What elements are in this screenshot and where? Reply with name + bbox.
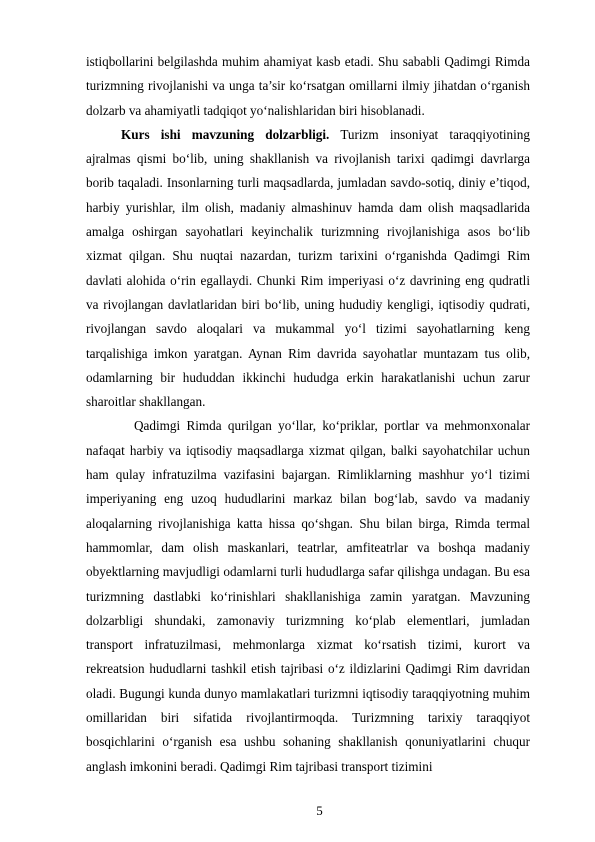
paragraph-infrastructure (86, 414, 530, 778)
paragraph-intro (86, 50, 530, 123)
paragraph-intro-text: istiqbollarini belgilashda muhim ahamiyat kasb etadi. Shu sababli Qadimgi Rimda turizmning rivojlanishi va unga ta’sir ko‘rsatgan omillarni ilmiy jihatdan o‘rganish dolzarb va ahamiyatli tadqiqot yo‘nalishlaridan biri hisoblanadi. (86, 54, 530, 118)
paragraph-infrastructure-text: Qadimgi Rimda qurilgan yo‘llar, ko‘priklar, portlar va mehmonxonalar nafaqat harbiy va iqtisodiy maqsadlarga xizmat qilgan, balki sayohatchilar uchun ham qulay infratuzilma vazifasini bajargan. Rimliklarning mashhur yo‘l tizimi imperiyaning eng uzoq hududlarini markaz bilan bog‘lab, savdo va madaniy aloqalarning rivojlanishiga katta hissa qo‘shgan. Shu bilan birga, Rimda termal hammomlar, dam olish maskanlari, teatrlar, amfiteatrlar va boshqa madaniy obyektlarning mavjudligi odamlarni turli hududlarga safar qilishga undagan. Bu esa turizmning dastlabki ko‘rinishlari shakllanishiga zamin yaratgan. Mavzuning dolzarbligi shundaki, zamonaviy turizmning ko‘plab elementlari, jumladan transport infratuzilmasi, mehmonlarga xizmat ko‘rsatish tizimi, kurort va rekreatsion hududlarni tashkil etish tajribasi o‘z ildizlarini Qadimgi Rim davridan oladi. Bugungi kunda dunyo mamlakatlari turizmni iqtisodiy taraqqiyotning muhim omillaridan biri sifatida rivojlantirmoqda. Turizmning tarixiy taraqqiyot bosqichlarini o‘rganish esa ushbu sohaning shakllanish qonuniyatlarini chuqur anglash imkonini beradi. Qadimgi Rim tajribasi transport tizimini (86, 418, 530, 774)
section-heading: Kurs ishi mavzuning dolzarbligi. (121, 126, 330, 142)
page-number (0, 803, 595, 819)
document-page (86, 50, 530, 779)
paragraph-relevance (86, 123, 530, 415)
page-number-text: 5 (316, 803, 323, 818)
paragraph-relevance-text: Turizm insoniyat taraqqiyotining ajralmas qismi bo‘lib, uning shakllanish va rivojlanish tarixi qadimgi davrlarga borib taqaladi. Insonlarning turli maqsadlarda, jumladan savdo-sotiq, diniy e’tiqod, harbiy yurishlar, ilm olish, madaniy almashinuv hamda dam olish maqsadlarida amalga oshirgan sayohatlari keyinchalik turizmning rivojlanishiga asos bo‘lib xizmat qilgan. Shu nuqtai nazardan, turizm tarixini o‘rganishda Qadimgi Rim davlati alohida o‘rin egallaydi. Chunki Rim imperiyasi o‘z davrining eng qudratli va rivojlangan davlatlaridan biri bo‘lib, uning hududiy kengligi, iqtisodiy qudrati, rivojlangan savdo aloqalari va mukammal yo‘l tizimi sayohatlarning keng tarqalishiga imkon yaratgan. Aynan Rim davrida sayohatlar muntazam tus olib, odamlarning bir hududdan ikkinchi hududga erkin harakatlanishi uchun zarur sharoitlar shakllangan. (86, 126, 530, 410)
